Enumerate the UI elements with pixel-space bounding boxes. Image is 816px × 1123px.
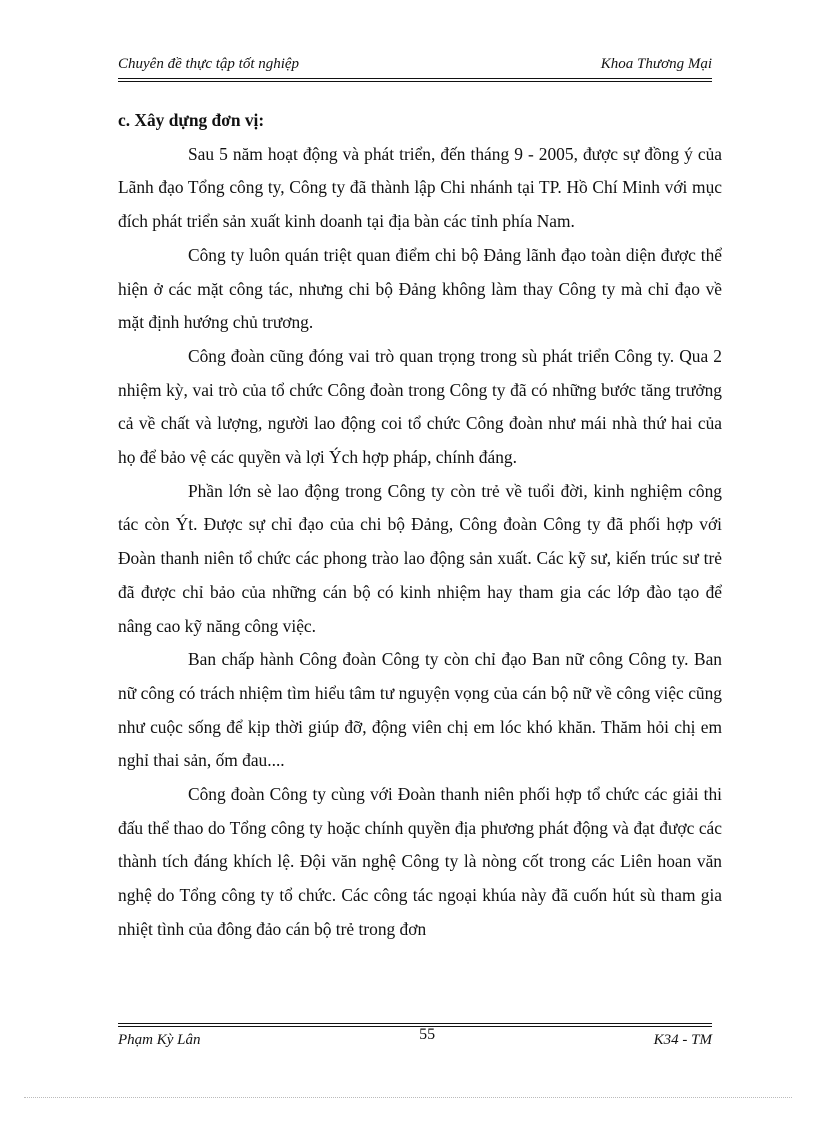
footer-rule-thin [118,1026,712,1027]
header-left-title: Chuyên đề thực tập tốt nghiệp [118,56,300,72]
page-footer [118,1028,712,1049]
page-number: 55 [419,1026,436,1043]
paragraph-4: Phần lớn sè lao động trong Công ty còn trẻ về tuổi đời, kinh nghiệm công tác còn Ýt. Được sự chỉ đạo của chi bộ Đảng, Công đoàn Công ty đã phối hợp với Đoàn thanh niên tổ chức các phong trào lao động sản xuất. Các kỹ sư, kiến trúc sư trẻ đã được chỉ bảo của những cán bộ có kinh nhiệm hay tham gia các lớp đào tạo để nâng cao kỹ năng công việc. [118,480,722,636]
paragraph-3: Công đoàn cũng đóng vai trò quan trọng trong sù phát triển Công ty. Qua 2 nhiệm kỳ, vai trò của tổ chức Công đoàn trong Công ty đã có những bước tăng trưởng cả về chất và lượng, người lao động coi tổ chức Công đoàn như mái nhà thứ hai của họ để bảo vệ các quyền và lợi Ých hợp pháp, chính đáng. [118,345,722,468]
page-edge-dotted-line [24,1097,792,1098]
paragraph-2: Công ty luôn quán triệt quan điểm chi bộ Đảng lãnh đạo toàn diện được thể hiện ở các mặt công tác, nhưng chi bộ Đảng không làm thay Công ty mà chỉ đạo về mặt định hướng chủ trương. [118,244,722,333]
header-right-title: Khoa Thương Mại [600,56,712,72]
header-rule-thin [118,81,712,82]
paragraph-1: Sau 5 năm hoạt động và phát triển, đến tháng 9 - 2005, được sự đồng ý của Lãnh đạo Tổng công ty, Công ty đã thành lập Chi nhánh tại TP. Hồ Chí Minh với mục đích phát triển sản xuất kinh doanh tại địa bàn các tỉnh phía Nam. [118,143,722,232]
header-rule-thick [118,78,712,79]
section-heading: c. Xây dựng đơn vị: [118,110,265,130]
page-header [118,56,712,73]
paragraph-5: Ban chấp hành Công đoàn Công ty còn chỉ đạo Ban nữ công Công ty. Ban nữ công có trách nhiệm tìm hiểu tâm tư nguyện vọng của cán bộ nữ về công việc cũng như cuộc sống để kịp thời giúp đỡ, động viên chị em lóc khó khăn. Thăm hỏi chị em nghỉ thai sản, ốm đau.... [118,649,722,771]
document-body [118,104,722,947]
paragraph-6: Công đoàn Công ty cùng với Đoàn thanh niên phối hợp tổ chức các giải thi đấu thể thao do Tổng công ty hoặc chính quyền địa phương phát động và đạt được các thành tích đáng khích lệ. Đội văn nghệ Công ty là nòng cốt trong các Liên hoan văn nghệ do Tổng công ty tổ chức. Các công tác ngoại khúa này đã cuốn hút sù tham gia nhiệt tình của đông đảo cán bộ trẻ trong đơn [118,784,722,939]
footer-rule-thick [118,1023,712,1024]
footer-class: K34 - TM [653,1032,712,1048]
footer-author: Phạm Kỳ Lân [118,1032,201,1048]
